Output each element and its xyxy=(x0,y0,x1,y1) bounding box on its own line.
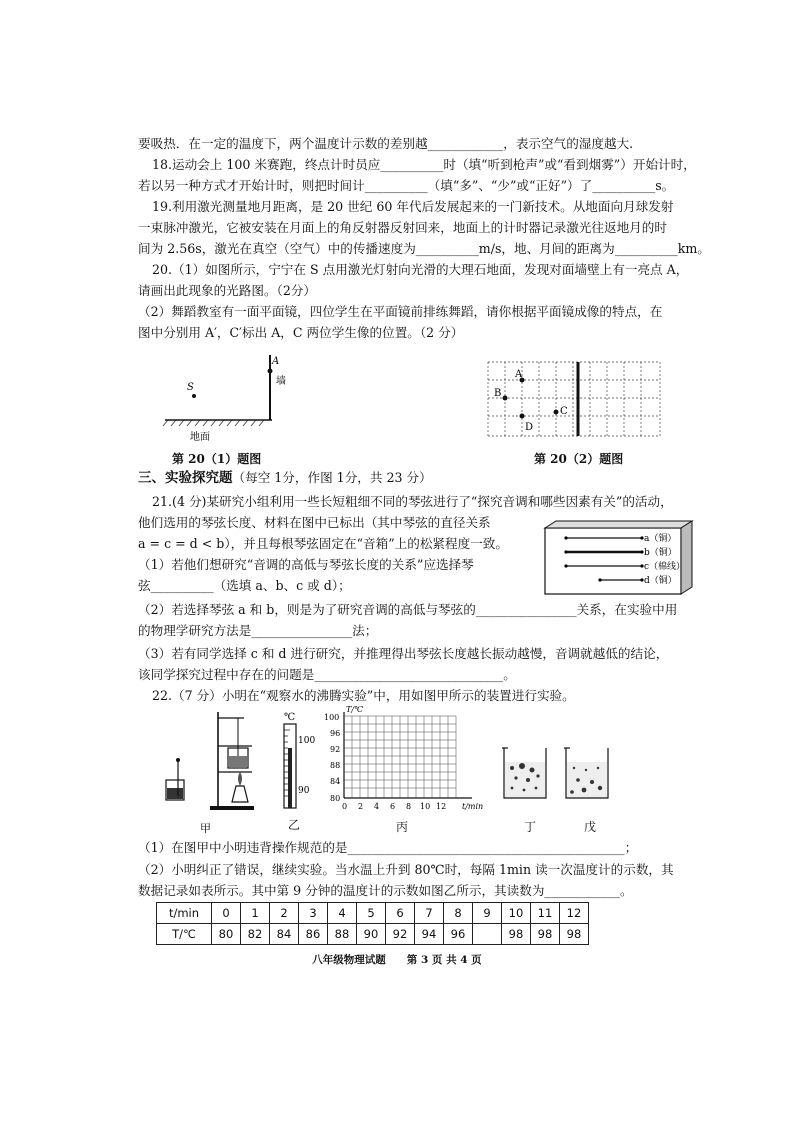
text-line: （2）若选择琴弦 a 和 b，则是为了研究音调的高低与琴弦的________________关系，在实验中用 xyxy=(138,602,678,617)
table-cell: 94 xyxy=(415,924,444,945)
table-row xyxy=(157,903,589,924)
label-ding: 丁 xyxy=(524,820,537,834)
point-a-label: A xyxy=(515,369,523,380)
string-a-label: a（铜） xyxy=(644,534,677,544)
figure-22-jia xyxy=(160,706,260,835)
text-line: 要吸热．在一定的温度下，两个温度计示数的差别越____________，表示空气的湿度越大. xyxy=(138,136,634,151)
figure-22-wu xyxy=(562,744,612,804)
question-22: 22.（7 分）小明在“观察水的沸腾实验”中，用如图甲所示的装置进行实验。 xyxy=(152,688,575,703)
svg-text:0: 0 xyxy=(342,802,348,811)
table-cell: 92 xyxy=(386,924,415,945)
text-line: （3）若有同学选择 c 和 d 进行研究，并推理得出琴弦长度越长振动越慢，音调就越低的结论， xyxy=(138,646,669,661)
svg-text:甲: 甲 xyxy=(200,822,211,835)
table-cell: 9 xyxy=(473,903,502,924)
svg-text:84: 84 xyxy=(330,777,341,786)
wall-label: 墙 xyxy=(276,376,286,387)
text-line: 一束脉冲激光，它被安装在月面上的角反射器反射回来，地面上的计时器记录激光往返地月的时 xyxy=(138,220,667,235)
point-c-label: C xyxy=(560,406,568,417)
table-cell: 4 xyxy=(328,903,357,924)
data-table xyxy=(156,902,589,945)
text-line: （2）舞蹈教室有一面平面镜，四位学生在平面镜前排练舞蹈，请你根据平面镜成像的特点，在 xyxy=(138,304,663,319)
page-footer: 八年级物理试题 第 3 页 共 4 页 xyxy=(312,954,482,966)
figure-20-1 xyxy=(160,350,320,445)
svg-text:100: 100 xyxy=(298,736,316,746)
svg-text:6: 6 xyxy=(390,802,396,811)
table-cell: 12 xyxy=(560,903,589,924)
point-d-label: D xyxy=(525,422,534,433)
string-c-label: c（棉线） xyxy=(644,562,686,572)
svg-text:92: 92 xyxy=(330,745,341,754)
table-cell xyxy=(473,924,502,945)
table-cell: 2 xyxy=(270,903,299,924)
svg-text:90: 90 xyxy=(298,786,310,796)
svg-text:80: 80 xyxy=(330,794,341,803)
text-line: （2）小明纠正了错误，继续实验。当水温上升到 80℃时，每隔 1min 读一次温度计的示数，其 xyxy=(138,862,674,877)
ground-label: 地面 xyxy=(190,432,210,443)
svg-text:10: 10 xyxy=(420,802,431,811)
table-cell: 5 xyxy=(357,903,386,924)
table-cell: 7 xyxy=(415,903,444,924)
label-wu: 戊 xyxy=(584,820,597,834)
point-a-label: A xyxy=(272,356,280,367)
text-line: 他们选用的琴弦长度、材料在图中已标出（其中琴弦的直径关系 xyxy=(138,515,491,530)
text-line: 数据记录如表所示。其中第 9 分钟的温度计的示数如图乙所示，其读数为____________。 xyxy=(138,883,633,898)
table-row xyxy=(157,924,589,945)
label-bing: 丙 xyxy=(396,820,409,834)
figure-22-bing-graph xyxy=(322,702,492,820)
table-cell: 98 xyxy=(531,924,560,945)
svg-text:8: 8 xyxy=(406,802,412,811)
figure-22-ding xyxy=(500,744,550,804)
table-cell: 84 xyxy=(270,924,299,945)
question-19: 19.利用激光测量地月距离，是 20 世纪 60 年代后发展起来的一门新技术。从地面向月球发射 xyxy=(152,199,674,214)
table-cell: 3 xyxy=(299,903,328,924)
table-cell: 88 xyxy=(328,924,357,945)
table-cell: 96 xyxy=(444,924,473,945)
string-b-label: b（铜） xyxy=(644,548,677,558)
text-line: （1）在图甲中小明违背操作规范的是____________________________________________； xyxy=(138,840,638,855)
text-line: 该同学探究过程中存在的问题是______________________________。 xyxy=(138,667,516,682)
text-line: a = c = d < b），并且每根琴弦固定在“音箱”上的松紧程度一致。 xyxy=(138,536,508,551)
label-yi: 乙 xyxy=(288,818,301,832)
svg-text:T/℃: T/℃ xyxy=(346,705,363,714)
figure-20-2 xyxy=(486,360,662,440)
svg-text:100: 100 xyxy=(324,713,340,722)
question-18: 18.运动会上 100 米赛跑，终点计时员应__________时（填“听到枪声”或“看到烟雾”）开始计时， xyxy=(152,157,696,172)
string-d-label: d（铜） xyxy=(644,576,677,586)
section-title: 三、实验探究题（每空 1分，作图 1分，共 23 分） xyxy=(138,470,432,486)
svg-text:12: 12 xyxy=(436,802,447,811)
table-cell: 1 xyxy=(241,903,270,924)
figure-21-strings xyxy=(544,520,694,596)
table-cell: 8 xyxy=(444,903,473,924)
svg-text:88: 88 xyxy=(330,761,341,770)
question-21: 21.(4 分)某研究小组利用一些长短粗细不同的琴弦进行了“探究音调和哪些因素有关”的活动， xyxy=(152,494,673,509)
text-line: 的物理学研究方法是________________法； xyxy=(138,623,378,638)
table-cell: 90 xyxy=(357,924,386,945)
table-cell: 0 xyxy=(212,903,241,924)
svg-text:96: 96 xyxy=(330,729,341,738)
question-20: 20.（1）如图所示，宁宁在 S 点用激光灯射向光滑的大理石地面，发现对面墙壁上有一亮点 A， xyxy=(152,262,689,277)
table-cell: 98 xyxy=(560,924,589,945)
table-cell: 98 xyxy=(502,924,531,945)
figure-22-yi xyxy=(270,708,320,814)
table-cell: 10 xyxy=(502,903,531,924)
text-line: 间为 2.56s，激光在真空（空气）中的传播速度为__________m/s，地、月间的距离为__________km。 xyxy=(138,241,710,256)
table-cell: 11 xyxy=(531,903,560,924)
svg-text:℃: ℃ xyxy=(284,712,296,723)
table-cell: 80 xyxy=(212,924,241,945)
table-cell: t/min xyxy=(157,903,212,924)
text-line: 弦__________（选填 a、b、c 或 d）； xyxy=(138,578,351,593)
table-cell: T/℃ xyxy=(157,924,212,945)
figure-20-2-caption: 第 20（2）题图 xyxy=(534,452,624,466)
point-b-label: B xyxy=(494,388,502,399)
text-line: 图中分别用 A′，C′标出 A，C 两位学生像的位置。（2 分） xyxy=(138,325,464,340)
svg-text:4: 4 xyxy=(374,802,380,811)
text-line: 若以另一种方式才开始计时，则把时间计__________（填“多”、“少”或“正好”）了__________s。 xyxy=(138,178,675,193)
svg-text:2: 2 xyxy=(358,802,364,811)
text-line: 请画出此现象的光路图。（2分） xyxy=(138,283,317,298)
table-cell: 6 xyxy=(386,903,415,924)
text-line: （1）若他们想研究“音调的高低与琴弦长度的关系”应选择琴 xyxy=(138,557,474,572)
figure-20-1-caption: 第 20（1）题图 xyxy=(172,452,262,466)
svg-text:t/min: t/min xyxy=(462,802,484,811)
table-cell: 86 xyxy=(299,924,328,945)
point-s-label: S xyxy=(187,382,194,393)
table-cell: 82 xyxy=(241,924,270,945)
